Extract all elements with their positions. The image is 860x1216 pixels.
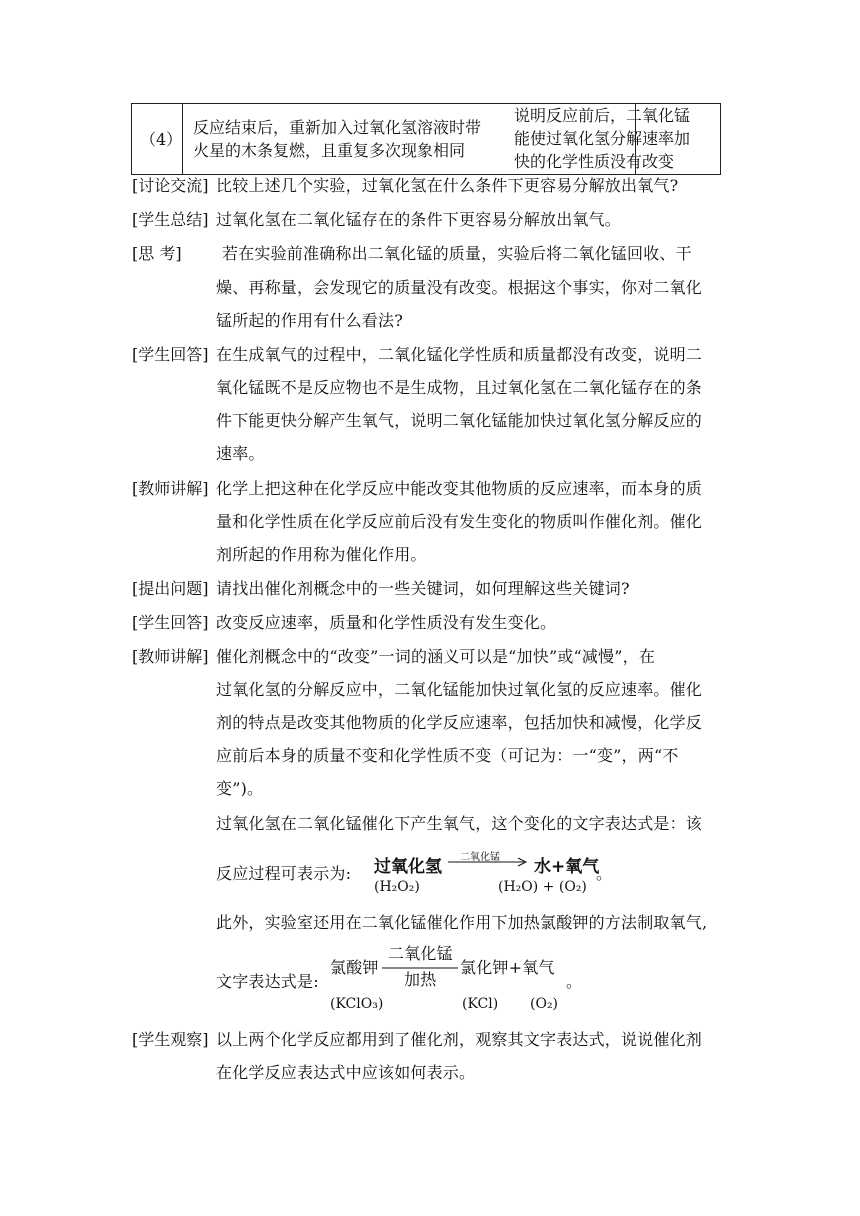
- eq1-reactant: 过氧化氢: [374, 857, 442, 877]
- eq2-products: 氯化钾+氧气: [460, 958, 555, 977]
- word-equation-1: [216, 846, 636, 896]
- teacher2-line-5: 变”)。: [216, 779, 264, 798]
- discussion-text: 比较上述几个实验，过氧化氢在什么条件下更容易分解放出氧气?: [216, 176, 679, 195]
- eq1-formula-products: (H₂O) + (O₂): [498, 879, 587, 895]
- eq2-condition: 加热: [404, 970, 437, 989]
- answer-line-3: 件下能更快分解产生氧气，说明二氧化锰能加快过氧化氢分解反应的: [216, 411, 703, 430]
- eq2-catalyst: 二氧化锰: [388, 944, 453, 963]
- procedure-line-2: 火星的木条复燃，且重复多次现象相同: [193, 141, 466, 160]
- teacher-line-3: 剂所起的作用称为催化作用。: [216, 545, 427, 564]
- eq2-formula-2: (KCl): [462, 996, 499, 1012]
- section-tag-discussion: [讨论交流]: [132, 176, 209, 195]
- row-number: （4）: [140, 130, 183, 149]
- row-number-cell: [132, 104, 183, 174]
- answer-line-1: 在生成氧气的过程中，二氧化锰化学性质和质量都没有改变，说明二: [216, 345, 703, 364]
- conclusion-line-2: 能使过氧化氢分解速率加: [514, 129, 691, 148]
- teacher2-line-2: 过氧化氢的分解反应中，二氧化锰能加快过氧化氢的反应速率。催化: [216, 680, 703, 699]
- experiment-table-row: [131, 103, 721, 175]
- answer2-text: 改变反应速率，质量和化学性质没有发生变化。: [216, 613, 557, 632]
- section-tag-teacher-2: [教师讲解]: [132, 647, 209, 666]
- eq1-formula-reactant: (H₂O₂): [374, 879, 420, 895]
- eq2-formula-3: (O₂): [530, 996, 559, 1012]
- eq2-reactant: 氯酸钾: [330, 958, 379, 977]
- word-equation-2: [216, 922, 636, 1018]
- section-tag-teacher: [教师讲解]: [132, 479, 209, 498]
- think-line-1: 若在实验前准确称出二氧化锰的质量，实验后将二氧化锰回收、干: [222, 244, 692, 263]
- teacher-line-2: 量和化学性质在化学反应前后没有发生变化的物质叫作催化剂。催化: [216, 512, 703, 531]
- reaction-arrow-icon: [448, 856, 530, 868]
- think-line-2: 燥、再称量，会发现它的质量没有改变。根据这个事实，你对二氧化: [216, 278, 703, 297]
- eq1-catalyst: 二氧化锰: [460, 852, 500, 863]
- eq2-formula-1: (KClO₃): [330, 996, 384, 1012]
- teacher2-line-3: 剂的特点是改变其他物质的化学反应速率，包括加快和减慢，化学反: [216, 713, 703, 732]
- eq1-products: 水+氧气: [534, 857, 600, 877]
- eq1-prefix: 反应过程可表示为:: [216, 864, 352, 883]
- eq1-intro: 过氧化氢在二氧化锰催化下产生氧气，这个变化的文字表达式是：该: [216, 814, 703, 833]
- section-tag-think: [思 考]: [132, 244, 182, 263]
- answer-line-4: 速率。: [216, 444, 265, 463]
- eq1-end: 。: [596, 864, 613, 883]
- section-tag-question: [提出问题]: [132, 579, 209, 598]
- section-tag-observe: [学生观察]: [132, 1030, 209, 1049]
- conclusion-cell: [506, 104, 720, 174]
- answer-line-2: 氧化锰既不是反应物也不是生成物，且过氧化氢在二氧化锰存在的条: [216, 378, 703, 397]
- observe-line-2: 在化学反应表达式中应该如何表示。: [216, 1063, 476, 1082]
- eq2-intro: 此外，实验室还用在二氧化锰催化作用下加热氯酸钾的方法制取氧气,: [216, 913, 708, 932]
- eq2-prefix: 文字表达式是:: [216, 972, 319, 991]
- observe-line-1: 以上两个化学反应都用到了催化剂，观察其文字表达式，说说催化剂: [216, 1030, 703, 1049]
- conclusion-line-3: 快的化学性质没有改变: [514, 152, 675, 171]
- think-line-3: 锰所起的作用有什么看法?: [216, 311, 403, 330]
- procedure-line-1: 反应结束后，重新加入过氧化氢溶液时带: [193, 118, 482, 137]
- question-text: 请找出催化剂概念中的一些关键词，如何理解这些关键词?: [216, 579, 630, 598]
- section-tag-summary: [学生总结]: [132, 210, 209, 229]
- eq2-end: 。: [566, 972, 583, 991]
- teacher-line-1: 化学上把这种在化学反应中能改变其他物质的反应速率，而本身的质: [216, 479, 703, 498]
- section-tag-answer: [学生回答]: [132, 345, 209, 364]
- section-tag-answer-2: [学生回答]: [132, 613, 209, 632]
- teacher2-line-4: 应前后本身的质量不变和化学性质不变（可记为：一“变”，两“不: [216, 746, 679, 765]
- summary-text: 过氧化氢在二氧化锰存在的条件下更容易分解放出氧气。: [216, 210, 622, 229]
- teacher2-line-1: 催化剂概念中的“改变”一词的涵义可以是“加快”或“减慢”，在: [216, 647, 656, 666]
- conclusion-line-1: 说明反应前后，二氧化锰: [514, 106, 691, 125]
